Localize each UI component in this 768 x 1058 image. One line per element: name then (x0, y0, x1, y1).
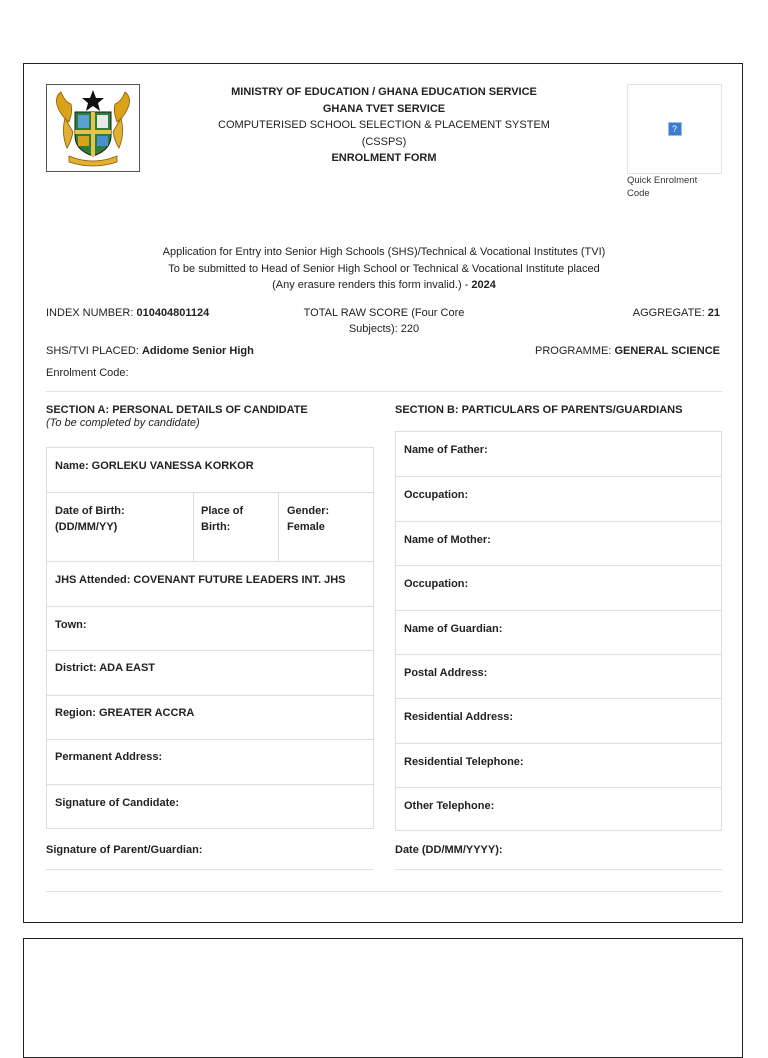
place-of-birth-field (201, 503, 243, 535)
mother-name: Name of Mother: (404, 533, 491, 546)
intro-line-2: To be submitted to Head of Senior High School or Technical & Vocational Institute placed (168, 262, 600, 275)
broken-image-icon: ? (668, 122, 682, 136)
permanent-address-row (47, 739, 373, 785)
candidate-name-row (47, 448, 373, 492)
bottom-divider (46, 891, 722, 892)
dob-label: Date of Birth: (55, 505, 125, 517)
aggregate-value: 21 (707, 307, 720, 319)
date-field: Date (DD/MM/YYYY): (395, 844, 503, 856)
section-a-subtitle: (To be completed by candidate) (46, 417, 200, 429)
residential-address-row (396, 698, 721, 742)
pob-label-2: Birth: (201, 521, 231, 533)
form-year: 2024 (471, 279, 496, 291)
intro-line-3 (64, 277, 704, 294)
shs-placed-label: SHS/TVI PLACED: (46, 345, 142, 357)
quick-enrolment-code-box (627, 84, 722, 174)
signature-candidate-row (47, 784, 373, 830)
guardian-name: Name of Guardian: (404, 622, 503, 635)
region: Region: GREATER ACCRA (55, 707, 195, 719)
section-b-table (395, 431, 722, 831)
father-name-row (396, 432, 721, 476)
other-telephone-row (396, 787, 721, 831)
section-a-title: SECTION A: PERSONAL DETAILS OF CANDIDATE (46, 404, 308, 416)
section-a-header (46, 404, 308, 429)
programme-label: PROGRAMME: (535, 345, 615, 357)
signature-line (46, 869, 374, 870)
signature-of-candidate: Signature of Candidate: (55, 797, 180, 809)
section-b-header (395, 404, 682, 416)
index-number-value: 010404801124 (136, 307, 210, 319)
form-title: ENROLMENT FORM (331, 152, 437, 164)
enrolment-code-label: Enrolment Code: (46, 367, 129, 379)
jhs-row (47, 561, 373, 607)
cssps-title: COMPUTERISED SCHOOL SELECTION & PLACEMENT SYSTEM (218, 119, 550, 131)
application-intro (64, 244, 704, 294)
father-name: Name of Father: (404, 444, 488, 456)
jhs-attended: JHS Attended: COVENANT FUTURE LEADERS INT. JHS (55, 574, 346, 586)
signature-of-parent-guardian: Signature of Parent/Guardian: (46, 844, 203, 856)
ghana-coat-of-arms-logo (46, 84, 140, 172)
shs-placed (46, 343, 254, 359)
candidate-name: Name: GORLEKU VANESSA KORKOR (55, 460, 254, 472)
dob-format: (DD/MM/YY) (55, 521, 118, 533)
section-a-table (46, 447, 374, 829)
gender-label: Gender: (287, 505, 330, 517)
district-row (47, 650, 373, 696)
enrolment-form-sheet (23, 63, 743, 923)
next-page-sheet (23, 938, 743, 1058)
town-row (47, 606, 373, 651)
date-line (395, 869, 722, 870)
permanent-address: Permanent Address: (55, 751, 163, 763)
raw-score-line-1: TOTAL RAW SCORE (Four Core (303, 307, 465, 319)
postal-address-row (396, 654, 721, 698)
cssps-acronym: (CSSPS) (361, 135, 407, 148)
residential-telephone: Residential Telephone: (404, 755, 524, 768)
region-row (47, 695, 373, 740)
index-number-label: INDEX NUMBER: (46, 307, 137, 319)
town: Town: (55, 619, 87, 631)
programme (535, 343, 720, 359)
residential-address: Residential Address: (404, 711, 514, 724)
father-occupation: Occupation: (404, 489, 469, 502)
birth-gender-row (47, 492, 373, 562)
raw-score-line-2: Subjects): 220 (348, 323, 420, 335)
cell-divider (278, 493, 279, 562)
ministry-title: MINISTRY OF EDUCATION / GHANA EDUCATION SERVICE (231, 86, 537, 98)
form-header (194, 84, 574, 167)
mother-occupation: Occupation: (404, 578, 469, 591)
total-raw-score (284, 305, 484, 337)
gender-field (287, 503, 329, 535)
section-b-title: SECTION B: PARTICULARS OF PARENTS/GUARDIANS (395, 404, 683, 416)
date-of-birth-field (55, 503, 125, 535)
mother-name-row (396, 521, 721, 565)
district: District: ADA EAST (55, 662, 156, 674)
coat-of-arms-icon (51, 88, 135, 168)
father-occupation-row (396, 476, 721, 520)
postal-address: Postal Address: (404, 667, 488, 679)
divider (46, 391, 722, 392)
cell-divider (193, 493, 194, 562)
intro-line-1: Application for Entry into Senior High Schools (SHS)/Technical & Vocational Institutes (TVI) (162, 246, 606, 258)
shs-placed-value: Adidome Senior High (141, 345, 254, 357)
aggregate-label: AGGREGATE: (632, 307, 708, 319)
tvet-title: GHANA TVET SERVICE (322, 102, 446, 115)
aggregate (633, 305, 720, 321)
guardian-name-row (396, 610, 721, 654)
erasure-note: (Any erasure renders this form invalid.) - (272, 279, 472, 291)
other-telephone: Other Telephone: (404, 800, 495, 813)
index-number (46, 305, 209, 321)
quick-enrolment-code-caption: Quick Enrolment Code (627, 175, 698, 199)
pob-label-1: Place of (201, 505, 244, 517)
residential-telephone-row (396, 743, 721, 787)
programme-value: GENERAL SCIENCE (614, 345, 720, 357)
mother-occupation-row (396, 565, 721, 609)
gender-value: Female (287, 521, 325, 533)
